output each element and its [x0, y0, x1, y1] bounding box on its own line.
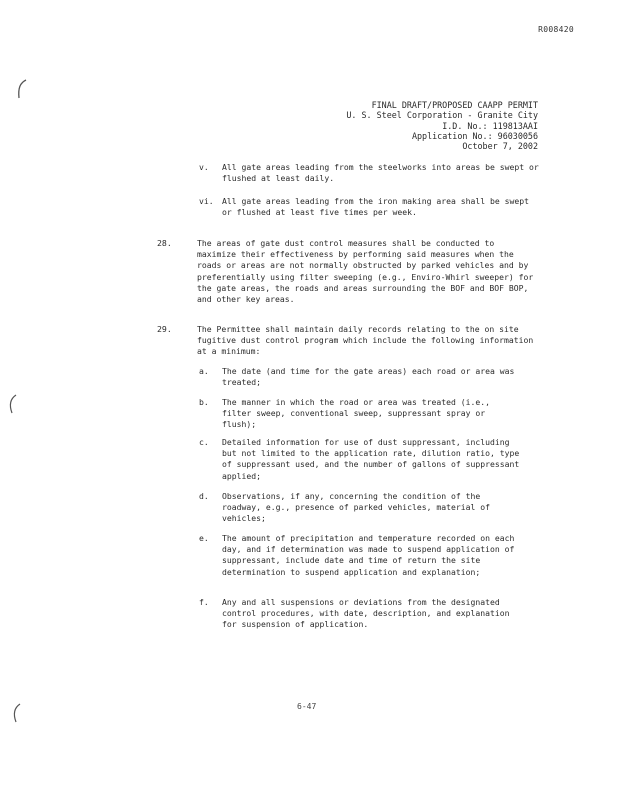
- paragraph-number: 28.: [157, 238, 172, 248]
- header-line: FINAL DRAFT/PROPOSED CAAPP PERMIT: [371, 100, 538, 110]
- header-line: October 7, 2002: [462, 141, 538, 152]
- item-label: d.: [199, 491, 209, 501]
- item-label: b.: [199, 397, 209, 407]
- item-label: c.: [199, 437, 209, 447]
- binder-hole-mark-top: [14, 78, 30, 100]
- header-line: U. S. Steel Corporation - Granite City: [346, 110, 538, 121]
- binder-hole-mark-bottom: [10, 702, 24, 724]
- binder-hole-mark-middle: [6, 393, 20, 415]
- header-line: I.D. No.: 119813AAI: [442, 120, 538, 131]
- paragraph-text: The Permittee shall maintain daily records relating to the on site fugitive dust control program which include the following information at a minimum:: [197, 324, 534, 357]
- item-label: v.: [199, 162, 209, 172]
- paragraph-number: 29.: [157, 324, 172, 334]
- item-text: All gate areas leading from the steelworks into areas be swept or flushed at least daily.: [222, 162, 539, 184]
- item-text: Observations, if any, concerning the condition of the roadway, e.g., presence of parked vehicles, material of vehicles;: [222, 491, 491, 524]
- item-text: The manner in which the road or area was treated (i.e., filter sweep, conventional sweep, suppressant spray or flush);: [222, 397, 491, 430]
- item-text: Any and all suspensions or deviations from the designated control procedures, with date, description, and explanation for suspension of application.: [222, 597, 510, 630]
- item-label: vi.: [199, 196, 214, 206]
- item-text: Detailed information for use of dust suppressant, including but not limited to the application rate, dilution ratio, type of suppressant used, and the number of gallons of suppressant applied;: [222, 437, 520, 481]
- page-number: 6-47: [297, 702, 317, 711]
- paragraph-text: The areas of gate dust control measures shall be conducted to maximize their effectiveness by performing said measures when the roads or areas are not normally obstructed by parked vehicles and by preferentially using filter sweeping (e.g., Enviro-Whirl sweeper) for the gate areas, the roads and areas surrounding the BOF and BOF BOP, and other key areas.: [197, 238, 534, 305]
- item-label: e.: [199, 533, 209, 543]
- item-text: The amount of precipitation and temperature recorded on each day, and if determination was made to suspend application of suppressant, include date and time of return the site determination to suspend application and explanation;: [222, 533, 515, 577]
- permit-header: [346, 100, 538, 151]
- header-line: Application No.: 96030056: [411, 130, 538, 141]
- document-id: R008420: [538, 25, 574, 34]
- item-text: All gate areas leading from the iron making area shall be swept or flushed at least five times per week.: [222, 196, 529, 218]
- item-label: a.: [199, 366, 209, 376]
- item-label: f.: [199, 597, 209, 607]
- item-text: The date (and time for the gate areas) each road or area was treated;: [222, 366, 515, 388]
